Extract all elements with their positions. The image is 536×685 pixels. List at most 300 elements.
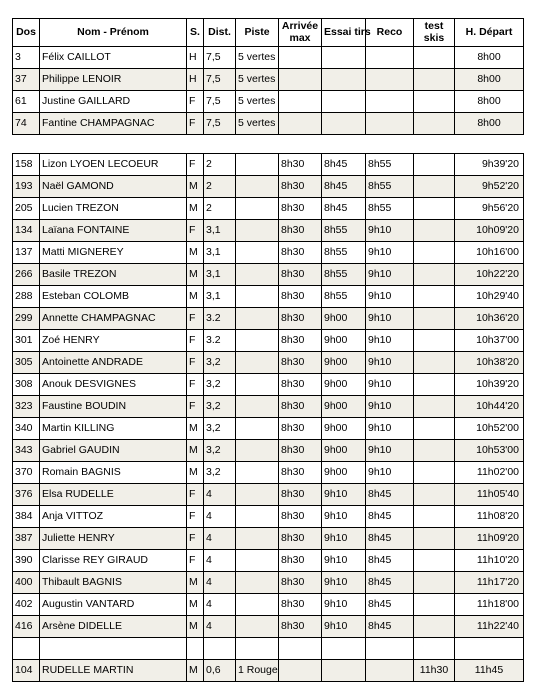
track-cell bbox=[236, 220, 279, 242]
arrival-max-cell bbox=[279, 91, 322, 113]
start-time-cell: 8h00 bbox=[455, 69, 524, 91]
shooting-test-cell: 9h00 bbox=[322, 374, 366, 396]
track-cell bbox=[236, 462, 279, 484]
shooting-test-cell: 8h55 bbox=[322, 242, 366, 264]
sex-cell: F bbox=[187, 352, 204, 374]
table-row bbox=[13, 242, 524, 264]
track-cell bbox=[236, 198, 279, 220]
distance-cell bbox=[204, 638, 236, 660]
start-time-cell: 10h44'20 bbox=[455, 396, 524, 418]
bib-number-cell: 158 bbox=[13, 154, 40, 176]
reco-cell: 9h10 bbox=[366, 374, 414, 396]
start-time-cell: 10h37'00 bbox=[455, 330, 524, 352]
shooting-test-cell: 9h10 bbox=[322, 484, 366, 506]
track-cell bbox=[236, 374, 279, 396]
track-cell bbox=[236, 550, 279, 572]
sex-cell: F bbox=[187, 506, 204, 528]
track-cell: 5 vertes bbox=[236, 47, 279, 69]
start-time-cell: 8h00 bbox=[455, 91, 524, 113]
bib-number-cell: 61 bbox=[13, 91, 40, 113]
bib-number-cell: 402 bbox=[13, 594, 40, 616]
shooting-test-cell: 9h10 bbox=[322, 616, 366, 638]
start-time-cell: 10h52'00 bbox=[455, 418, 524, 440]
ski-test-cell: 11h30 bbox=[414, 660, 455, 682]
distance-cell: 4 bbox=[204, 550, 236, 572]
distance-cell: 7,5 bbox=[204, 69, 236, 91]
shooting-test-cell: 9h00 bbox=[322, 418, 366, 440]
reco-cell: 8h45 bbox=[366, 594, 414, 616]
start-time-cell: 10h53'00 bbox=[455, 440, 524, 462]
table-row bbox=[13, 198, 524, 220]
distance-cell: 4 bbox=[204, 528, 236, 550]
competitor-name-cell: Philippe LENOIR bbox=[40, 69, 187, 91]
shooting-test-cell bbox=[322, 660, 366, 682]
shooting-test-cell: 9h00 bbox=[322, 308, 366, 330]
track-cell bbox=[236, 330, 279, 352]
ski-test-cell bbox=[414, 330, 455, 352]
reco-cell bbox=[366, 69, 414, 91]
table-row bbox=[13, 594, 524, 616]
start-time-cell: 11h10'20 bbox=[455, 550, 524, 572]
table-row bbox=[13, 506, 524, 528]
bib-number-cell: 340 bbox=[13, 418, 40, 440]
sex-cell: M bbox=[187, 176, 204, 198]
shooting-test-cell: 9h00 bbox=[322, 396, 366, 418]
table-row bbox=[13, 220, 524, 242]
shooting-test-cell: 8h55 bbox=[322, 264, 366, 286]
competitor-name-cell: Justine GAILLARD bbox=[40, 91, 187, 113]
reco-cell: 9h10 bbox=[366, 308, 414, 330]
distance-cell: 4 bbox=[204, 616, 236, 638]
competitor-name-cell: Faustine BOUDIN bbox=[40, 396, 187, 418]
table-row bbox=[13, 484, 524, 506]
ski-test-cell bbox=[414, 440, 455, 462]
reco-cell: 8h45 bbox=[366, 506, 414, 528]
shooting-test-cell: 9h10 bbox=[322, 506, 366, 528]
sex-cell: M bbox=[187, 286, 204, 308]
competitor-name-cell: Annette CHAMPAGNAC bbox=[40, 308, 187, 330]
arrival-max-cell: 8h30 bbox=[279, 550, 322, 572]
start-time-cell: 8h00 bbox=[455, 113, 524, 135]
competitor-name-cell: Lucien TREZON bbox=[40, 198, 187, 220]
sex-cell: F bbox=[187, 91, 204, 113]
track-cell bbox=[236, 528, 279, 550]
track-cell bbox=[236, 506, 279, 528]
sex-cell: M bbox=[187, 440, 204, 462]
sex-cell: M bbox=[187, 594, 204, 616]
start-time-cell: 10h39'20 bbox=[455, 374, 524, 396]
track-cell bbox=[236, 440, 279, 462]
distance-cell: 3,1 bbox=[204, 242, 236, 264]
ski-test-cell bbox=[414, 176, 455, 198]
reco-cell: 9h10 bbox=[366, 440, 414, 462]
bib-number-cell: 308 bbox=[13, 374, 40, 396]
arrival-max-cell: 8h30 bbox=[279, 176, 322, 198]
track-cell bbox=[236, 242, 279, 264]
competitor-name-cell: Thibault BAGNIS bbox=[40, 572, 187, 594]
shooting-test-cell: 9h10 bbox=[322, 572, 366, 594]
sex-cell: M bbox=[187, 660, 204, 682]
col-header-track: Piste bbox=[236, 19, 279, 47]
arrival-max-cell: 8h30 bbox=[279, 154, 322, 176]
bib-number-cell: 376 bbox=[13, 484, 40, 506]
ski-test-cell bbox=[414, 220, 455, 242]
track-cell bbox=[236, 308, 279, 330]
competitor-name-cell: Elsa RUDELLE bbox=[40, 484, 187, 506]
start-time-cell: 10h09'20 bbox=[455, 220, 524, 242]
track-cell bbox=[236, 418, 279, 440]
reco-cell: 8h45 bbox=[366, 550, 414, 572]
reco-cell: 9h10 bbox=[366, 220, 414, 242]
competitor-name-cell: Félix CAILLOT bbox=[40, 47, 187, 69]
reco-cell: 9h10 bbox=[366, 352, 414, 374]
reco-cell: 9h10 bbox=[366, 418, 414, 440]
track-cell bbox=[236, 176, 279, 198]
table-row bbox=[13, 418, 524, 440]
ski-test-cell bbox=[414, 462, 455, 484]
distance-cell: 3,2 bbox=[204, 352, 236, 374]
start-time-cell: 9h56'20 bbox=[455, 198, 524, 220]
ski-test-cell bbox=[414, 638, 455, 660]
shooting-test-cell bbox=[322, 638, 366, 660]
arrival-max-cell: 8h30 bbox=[279, 352, 322, 374]
reco-cell: 9h10 bbox=[366, 286, 414, 308]
arrival-max-cell: 8h30 bbox=[279, 440, 322, 462]
ski-test-cell bbox=[414, 69, 455, 91]
start-time-cell bbox=[455, 638, 524, 660]
distance-cell: 3.2 bbox=[204, 308, 236, 330]
competitor-name-cell: Clarisse REY GIRAUD bbox=[40, 550, 187, 572]
bib-number-cell: 384 bbox=[13, 506, 40, 528]
reco-cell: 9h10 bbox=[366, 242, 414, 264]
ski-test-cell bbox=[414, 91, 455, 113]
bib-number-cell: 301 bbox=[13, 330, 40, 352]
distance-cell: 2 bbox=[204, 176, 236, 198]
col-header-reco: Reco bbox=[366, 19, 414, 47]
arrival-max-cell: 8h30 bbox=[279, 594, 322, 616]
arrival-max-cell bbox=[279, 69, 322, 91]
shooting-test-cell: 8h45 bbox=[322, 154, 366, 176]
distance-cell: 3.2 bbox=[204, 330, 236, 352]
competitor-name-cell: Romain BAGNIS bbox=[40, 462, 187, 484]
sex-cell: F bbox=[187, 374, 204, 396]
arrival-max-cell: 8h30 bbox=[279, 374, 322, 396]
track-cell: 1 Rouge bbox=[236, 660, 279, 682]
arrival-max-cell bbox=[279, 660, 322, 682]
shooting-test-cell: 8h45 bbox=[322, 198, 366, 220]
track-cell bbox=[236, 638, 279, 660]
col-header-shooting-test: Essai tirs bbox=[322, 19, 366, 47]
start-time-cell: 11h09'20 bbox=[455, 528, 524, 550]
distance-cell: 3,2 bbox=[204, 418, 236, 440]
start-time-cell: 10h36'20 bbox=[455, 308, 524, 330]
start-time-cell: 11h45 bbox=[455, 660, 524, 682]
distance-cell: 2 bbox=[204, 198, 236, 220]
ski-test-cell bbox=[414, 418, 455, 440]
start-time-cell: 8h00 bbox=[455, 47, 524, 69]
shooting-test-cell: 8h55 bbox=[322, 286, 366, 308]
sex-cell: F bbox=[187, 528, 204, 550]
ski-test-cell bbox=[414, 47, 455, 69]
competitor-name-cell bbox=[40, 638, 187, 660]
reco-cell: 8h45 bbox=[366, 484, 414, 506]
competitor-name-cell: Esteban COLOMB bbox=[40, 286, 187, 308]
col-header-sex: S. bbox=[187, 19, 204, 47]
bib-number-cell: 137 bbox=[13, 242, 40, 264]
track-cell: 5 vertes bbox=[236, 113, 279, 135]
competitor-name-cell: Augustin VANTARD bbox=[40, 594, 187, 616]
sex-cell: F bbox=[187, 484, 204, 506]
ski-test-cell bbox=[414, 352, 455, 374]
shooting-test-cell: 9h00 bbox=[322, 352, 366, 374]
distance-cell: 3,1 bbox=[204, 220, 236, 242]
distance-cell: 3,2 bbox=[204, 462, 236, 484]
ski-test-cell bbox=[414, 550, 455, 572]
shooting-test-cell bbox=[322, 47, 366, 69]
start-time-cell: 10h38'20 bbox=[455, 352, 524, 374]
distance-cell: 2 bbox=[204, 154, 236, 176]
table-row bbox=[13, 572, 524, 594]
start-time-cell: 11h08'20 bbox=[455, 506, 524, 528]
track-cell: 5 vertes bbox=[236, 69, 279, 91]
reco-cell bbox=[366, 113, 414, 135]
start-time-cell: 10h22'20 bbox=[455, 264, 524, 286]
col-header-start-time: H. Départ bbox=[455, 19, 524, 47]
start-time-cell: 10h29'40 bbox=[455, 286, 524, 308]
col-header-ski-test: test skis bbox=[414, 19, 455, 47]
distance-cell: 4 bbox=[204, 572, 236, 594]
ski-test-cell bbox=[414, 572, 455, 594]
start-time-cell: 11h22'40 bbox=[455, 616, 524, 638]
distance-cell: 7,5 bbox=[204, 47, 236, 69]
competitor-name-cell: Lizon LYOEN LECOEUR bbox=[40, 154, 187, 176]
bib-number-cell: 193 bbox=[13, 176, 40, 198]
sex-cell: F bbox=[187, 330, 204, 352]
arrival-max-cell: 8h30 bbox=[279, 572, 322, 594]
shooting-test-cell bbox=[322, 69, 366, 91]
track-cell: 5 vertes bbox=[236, 91, 279, 113]
distance-cell: 3,1 bbox=[204, 286, 236, 308]
sex-cell: F bbox=[187, 220, 204, 242]
competitor-name-cell: Basile TREZON bbox=[40, 264, 187, 286]
arrival-max-cell: 8h30 bbox=[279, 484, 322, 506]
shooting-test-cell bbox=[322, 113, 366, 135]
table-row bbox=[13, 69, 524, 91]
sex-cell: M bbox=[187, 242, 204, 264]
bib-number-cell: 205 bbox=[13, 198, 40, 220]
blank-row bbox=[13, 638, 524, 660]
bib-number-cell: 390 bbox=[13, 550, 40, 572]
arrival-max-cell: 8h30 bbox=[279, 264, 322, 286]
bib-number-cell: 343 bbox=[13, 440, 40, 462]
bib-number-cell: 37 bbox=[13, 69, 40, 91]
reco-cell: 9h10 bbox=[366, 462, 414, 484]
table-row bbox=[13, 616, 524, 638]
table-row bbox=[13, 528, 524, 550]
arrival-max-cell: 8h30 bbox=[279, 616, 322, 638]
sex-cell: F bbox=[187, 154, 204, 176]
bib-number-cell: 134 bbox=[13, 220, 40, 242]
track-cell bbox=[236, 264, 279, 286]
ski-test-cell bbox=[414, 484, 455, 506]
sex-cell: F bbox=[187, 308, 204, 330]
ski-test-cell bbox=[414, 154, 455, 176]
ski-test-cell bbox=[414, 198, 455, 220]
sex-cell: F bbox=[187, 113, 204, 135]
arrival-max-cell: 8h30 bbox=[279, 396, 322, 418]
distance-cell: 3,2 bbox=[204, 374, 236, 396]
ski-test-cell bbox=[414, 308, 455, 330]
shooting-test-cell: 9h00 bbox=[322, 440, 366, 462]
bib-number-cell: 305 bbox=[13, 352, 40, 374]
track-cell bbox=[236, 484, 279, 506]
start-time-cell: 11h18'00 bbox=[455, 594, 524, 616]
bib-number-cell: 416 bbox=[13, 616, 40, 638]
track-cell bbox=[236, 154, 279, 176]
column-header-row bbox=[13, 19, 524, 47]
arrival-max-cell: 8h30 bbox=[279, 418, 322, 440]
arrival-max-cell: 8h30 bbox=[279, 462, 322, 484]
reco-cell: 8h55 bbox=[366, 176, 414, 198]
reco-cell: 9h10 bbox=[366, 396, 414, 418]
table-row bbox=[13, 113, 524, 135]
arrival-max-cell: 8h30 bbox=[279, 220, 322, 242]
ski-test-cell bbox=[414, 528, 455, 550]
table-row bbox=[13, 374, 524, 396]
table-row bbox=[13, 396, 524, 418]
sex-cell: M bbox=[187, 462, 204, 484]
table-row bbox=[13, 440, 524, 462]
distance-cell: 0,6 bbox=[204, 660, 236, 682]
track-cell bbox=[236, 396, 279, 418]
sex-cell bbox=[187, 638, 204, 660]
reco-cell: 9h10 bbox=[366, 264, 414, 286]
ski-test-cell bbox=[414, 286, 455, 308]
competitor-start-table bbox=[12, 153, 524, 682]
reco-cell bbox=[366, 638, 414, 660]
table-row bbox=[13, 308, 524, 330]
reco-cell: 8h55 bbox=[366, 198, 414, 220]
distance-cell: 7,5 bbox=[204, 91, 236, 113]
table-row bbox=[13, 352, 524, 374]
distance-cell: 3,2 bbox=[204, 440, 236, 462]
track-cell bbox=[236, 286, 279, 308]
distance-cell: 4 bbox=[204, 594, 236, 616]
arrival-max-cell: 8h30 bbox=[279, 242, 322, 264]
start-time-cell: 11h05'40 bbox=[455, 484, 524, 506]
distance-cell: 3,2 bbox=[204, 396, 236, 418]
arrival-max-cell: 8h30 bbox=[279, 198, 322, 220]
bib-number-cell: 3 bbox=[13, 47, 40, 69]
competitor-name-cell: Laïana FONTAINE bbox=[40, 220, 187, 242]
reco-cell bbox=[366, 91, 414, 113]
competitor-name-cell: Fantine CHAMPAGNAC bbox=[40, 113, 187, 135]
distance-cell: 3,1 bbox=[204, 264, 236, 286]
competitor-name-cell: Naël GAMOND bbox=[40, 176, 187, 198]
distance-cell: 7,5 bbox=[204, 113, 236, 135]
shooting-test-cell: 9h10 bbox=[322, 550, 366, 572]
arrival-max-cell bbox=[279, 638, 322, 660]
shooting-test-cell: 9h10 bbox=[322, 528, 366, 550]
bib-number-cell: 370 bbox=[13, 462, 40, 484]
competitor-name-cell: Anja VITTOZ bbox=[40, 506, 187, 528]
sex-cell: M bbox=[187, 198, 204, 220]
bib-number-cell: 323 bbox=[13, 396, 40, 418]
bib-number-cell bbox=[13, 638, 40, 660]
arrival-max-cell: 8h30 bbox=[279, 506, 322, 528]
track-cell bbox=[236, 616, 279, 638]
competitor-name-cell: Arsène DIDELLE bbox=[40, 616, 187, 638]
ski-test-cell bbox=[414, 264, 455, 286]
competitor-name-cell: RUDELLE MARTIN bbox=[40, 660, 187, 682]
bib-number-cell: 288 bbox=[13, 286, 40, 308]
shooting-test-cell: 9h00 bbox=[322, 330, 366, 352]
shooting-test-cell: 9h00 bbox=[322, 462, 366, 484]
table-row bbox=[13, 286, 524, 308]
bib-number-cell: 104 bbox=[13, 660, 40, 682]
table-row bbox=[13, 91, 524, 113]
start-time-cell: 9h52'20 bbox=[455, 176, 524, 198]
header-start-table bbox=[12, 18, 524, 135]
start-time-cell: 11h17'20 bbox=[455, 572, 524, 594]
bib-number-cell: 74 bbox=[13, 113, 40, 135]
reco-cell: 8h45 bbox=[366, 616, 414, 638]
table-row bbox=[13, 462, 524, 484]
bib-number-cell: 400 bbox=[13, 572, 40, 594]
sex-cell: H bbox=[187, 69, 204, 91]
reco-cell: 8h45 bbox=[366, 528, 414, 550]
competitor-name-cell: Martin KILLING bbox=[40, 418, 187, 440]
competitor-name-cell: Gabriel GAUDIN bbox=[40, 440, 187, 462]
shooting-test-cell bbox=[322, 91, 366, 113]
reco-cell: 8h45 bbox=[366, 572, 414, 594]
shooting-test-cell: 8h55 bbox=[322, 220, 366, 242]
reco-cell: 8h55 bbox=[366, 154, 414, 176]
table-row bbox=[13, 264, 524, 286]
col-header-name: Nom - Prénom bbox=[40, 19, 187, 47]
ski-test-cell bbox=[414, 113, 455, 135]
competitor-name-cell: Antoinette ANDRADE bbox=[40, 352, 187, 374]
sex-cell: F bbox=[187, 396, 204, 418]
col-header-distance: Dist. bbox=[204, 19, 236, 47]
arrival-max-cell: 8h30 bbox=[279, 308, 322, 330]
table-row bbox=[13, 176, 524, 198]
track-cell bbox=[236, 572, 279, 594]
start-time-cell: 10h16'00 bbox=[455, 242, 524, 264]
bib-number-cell: 387 bbox=[13, 528, 40, 550]
ski-test-cell bbox=[414, 616, 455, 638]
start-time-cell: 9h39'20 bbox=[455, 154, 524, 176]
table-row bbox=[13, 330, 524, 352]
reco-cell: 9h10 bbox=[366, 330, 414, 352]
ski-test-cell bbox=[414, 242, 455, 264]
start-time-cell: 11h02'00 bbox=[455, 462, 524, 484]
track-cell bbox=[236, 594, 279, 616]
reco-cell bbox=[366, 47, 414, 69]
sex-cell: M bbox=[187, 616, 204, 638]
reco-cell bbox=[366, 660, 414, 682]
table-row bbox=[13, 660, 524, 682]
sex-cell: M bbox=[187, 572, 204, 594]
ski-test-cell bbox=[414, 506, 455, 528]
bib-number-cell: 266 bbox=[13, 264, 40, 286]
table-row bbox=[13, 550, 524, 572]
sex-cell: M bbox=[187, 418, 204, 440]
bib-number-cell: 299 bbox=[13, 308, 40, 330]
table-row bbox=[13, 154, 524, 176]
arrival-max-cell: 8h30 bbox=[279, 528, 322, 550]
shooting-test-cell: 8h45 bbox=[322, 176, 366, 198]
